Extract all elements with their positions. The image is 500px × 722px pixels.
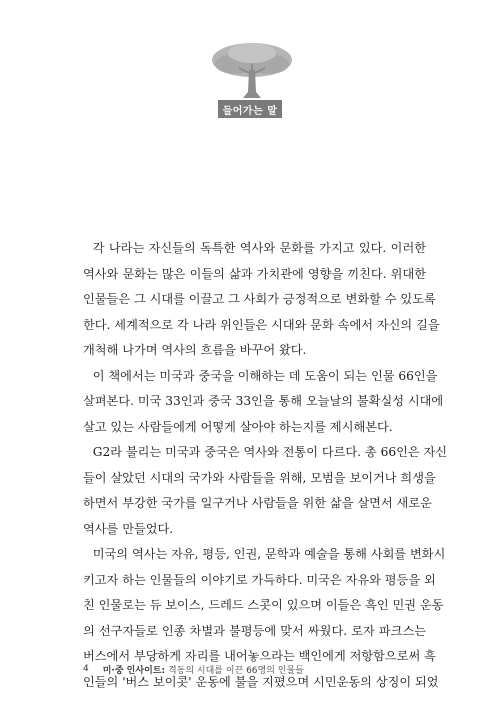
- text-line: 인물들은 그 시대를 이끌고 그 사회가 긍정적으로 변화할 수 있도록: [83, 292, 436, 306]
- page-footer: [83, 661, 443, 677]
- text-line: 의 선구자들로 인종 차별과 불평등에 맞서 싸웠다. 로자 파크스는: [83, 623, 426, 638]
- text-line: 키고자 하는 인물들의 이야기로 가득하다. 미국은 자유와 평등을 외: [83, 572, 436, 587]
- text-line: 살고 있는 사람들에게 어떻게 살아야 하는지를 제시해본다.: [83, 419, 393, 434]
- text-line: G2라 불리는 미국과 중국은 역사와 전통이 다르다. 총 66인은 자신: [92, 445, 448, 459]
- text-line: 이 책에서는 미국과 중국을 이해하는 데 도움이 되는 인물 66인을: [92, 368, 438, 383]
- body-text: [83, 236, 448, 695]
- text-line: 개척해 나가며 역사의 흐름을 바꾸어 왔다.: [83, 343, 307, 357]
- running-title: [103, 663, 304, 676]
- text-line: 버스에서 부당하게 자리를 내어놓으라는 백인에게 저항함으로써 흑: [83, 649, 436, 663]
- text-line: 들이 살았던 시대의 국가와 사람들을 위해, 모범을 보이거나 희생을: [83, 470, 436, 485]
- text-line: 미국의 역사는 자유, 평등, 인권, 문학과 예술을 통해 사회를 변화시: [92, 547, 446, 561]
- tree-icon: [207, 40, 297, 100]
- text-line: 역사를 만들었다.: [83, 521, 174, 536]
- book-subtitle: 격동의 시대를 이끈 66명의 인물들: [167, 665, 304, 676]
- text-line: 하면서 부강한 국가를 일구거나 사람들을 위한 삶을 살면서 새로운: [83, 496, 432, 510]
- book-title: 미·중 인사이트:: [102, 665, 166, 676]
- text-line: 친 인물로는 듀 보이스, 드레드 스콧이 있으며 이들은 흑인 민권 운동: [83, 598, 444, 612]
- chapter-header: [0, 0, 500, 130]
- text-line: 각 나라는 자신들의 독특한 역사와 문화를 가지고 있다. 이러한: [92, 241, 426, 255]
- text-line: 한다. 세계적으로 각 나라 위인들은 시대와 문화 속에서 자신의 길을: [83, 317, 440, 332]
- paragraph: [83, 440, 448, 542]
- text-line: 인들의 '버스 보이콧' 운동에 불을 지폈으며 시민운동의 상징이 되었: [83, 674, 439, 689]
- text-line: 살펴본다. 미국 33인과 중국 33인을 통해 오늘날의 불확실성 시대에: [83, 394, 444, 408]
- paragraph: [83, 364, 444, 441]
- section-title: 들어가는 말: [218, 100, 282, 118]
- text-line: 역사와 문화는 많은 이들의 삶과 가치관에 영향을 끼친다. 위대한: [83, 266, 426, 281]
- page-number: 4: [83, 664, 89, 674]
- paragraph: [83, 236, 440, 364]
